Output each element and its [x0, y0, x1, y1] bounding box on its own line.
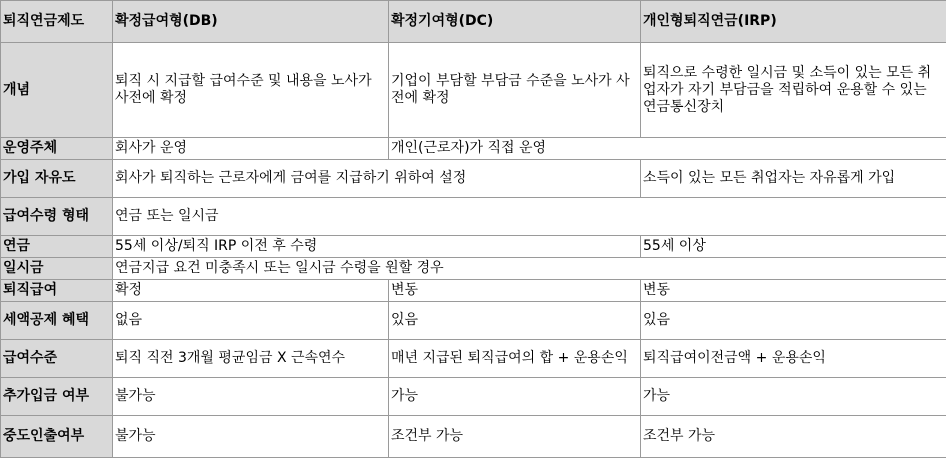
- row-label-retirement-benefit: 퇴직급여: [1, 280, 113, 302]
- cell-eligibility-db-dc: 회사가 퇴직하는 근로자에게 금여를 지급하기 위하여 설정: [113, 160, 641, 198]
- cell-benefit-form-all: 연금 또는 일시금: [113, 198, 946, 236]
- cell-eligibility-irp: 소득이 있는 모든 취업자는 자유롭게 가입: [641, 160, 946, 198]
- header-db: 확정급여형(DB): [113, 1, 389, 43]
- table-row: [1, 416, 946, 458]
- cell-concept-db: 퇴직 시 지급할 급여수준 및 내용을 노사가 사전에 확정: [113, 43, 389, 138]
- table-row: [1, 258, 946, 280]
- cell-pension-db-dc: 55세 이상/퇴직 IRP 이전 후 수령: [113, 236, 641, 258]
- row-label-tax-benefit: 세액공제 혜택: [1, 302, 113, 340]
- cell-withdrawal-db: 불가능: [113, 416, 389, 458]
- cell-retirement-benefit-irp: 변동: [641, 280, 946, 302]
- cell-tax-benefit-irp: 있음: [641, 302, 946, 340]
- cell-retirement-benefit-dc: 변동: [389, 280, 641, 302]
- cell-withdrawal-irp: 조건부 가능: [641, 416, 946, 458]
- header-irp: 개인형퇴직연금(IRP): [641, 1, 946, 43]
- cell-additional-deposit-dc: 가능: [389, 378, 641, 416]
- table-row: [1, 236, 946, 258]
- cell-retirement-benefit-db: 확정: [113, 280, 389, 302]
- cell-pension-irp: 55세 이상: [641, 236, 946, 258]
- table-row: [1, 43, 946, 138]
- cell-tax-benefit-dc: 있음: [389, 302, 641, 340]
- row-label-lump-sum: 일시금: [1, 258, 113, 280]
- cell-additional-deposit-irp: 가능: [641, 378, 946, 416]
- header-dc: 확정기여형(DC): [389, 1, 641, 43]
- cell-additional-deposit-db: 불가능: [113, 378, 389, 416]
- table-row: [1, 198, 946, 236]
- row-label-pension: 연금: [1, 236, 113, 258]
- row-label-additional-deposit: 추가입금 여부: [1, 378, 113, 416]
- table-row: [1, 302, 946, 340]
- table-row: [1, 378, 946, 416]
- row-label-benefit-level: 급여수준: [1, 340, 113, 378]
- table-row: [1, 138, 946, 160]
- header-system: 퇴직연금제도: [1, 1, 113, 43]
- cell-tax-benefit-db: 없음: [113, 302, 389, 340]
- cell-concept-dc: 기업이 부담할 부담금 수준을 노사가 사전에 확정: [389, 43, 641, 138]
- row-label-withdrawal: 중도인출여부: [1, 416, 113, 458]
- table-row: [1, 280, 946, 302]
- cell-benefit-level-dc: 매년 지급된 퇴직급여의 합 + 운용손익: [389, 340, 641, 378]
- cell-operator-dc-irp: 개인(근로자)가 직접 운영: [389, 138, 946, 160]
- table-row: [1, 160, 946, 198]
- cell-lump-sum-all: 연금지급 요건 미충족시 또는 일시금 수령을 원할 경우: [113, 258, 946, 280]
- row-label-benefit-form: 급여수령 형태: [1, 198, 113, 236]
- header-row: [1, 1, 946, 43]
- cell-withdrawal-dc: 조건부 가능: [389, 416, 641, 458]
- cell-benefit-level-irp: 퇴직급여이전금액 + 운용손익: [641, 340, 946, 378]
- row-label-eligibility: 가입 자유도: [1, 160, 113, 198]
- cell-benefit-level-db: 퇴직 직전 3개월 평균임금 X 근속연수: [113, 340, 389, 378]
- table-row: [1, 340, 946, 378]
- row-label-concept: 개념: [1, 43, 113, 138]
- cell-operator-db: 회사가 운영: [113, 138, 389, 160]
- cell-concept-irp: 퇴직으로 수령한 일시금 및 소득이 있는 모든 취업자가 자기 부담금을 적립하여 운용할 수 있는 연금통신장치: [641, 43, 946, 138]
- row-label-operator: 운영주체: [1, 138, 113, 160]
